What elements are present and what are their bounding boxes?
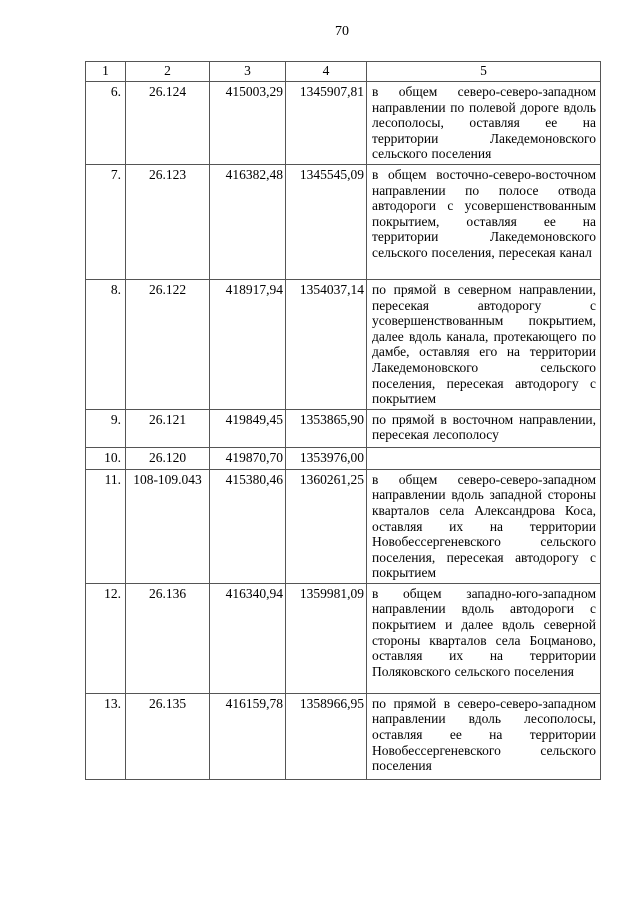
point-id: 108-109.043 [126, 469, 210, 583]
point-id: 26.135 [126, 693, 210, 779]
y-coordinate: 1353865,90 [286, 409, 367, 447]
row-number: 7. [86, 164, 126, 279]
boundary-description: по прямой в северном направлении, пересекая автодорогу с усовершенствованным покрытием, далее вдоль канала, протекающего по дамбе, оставляя его на территории Лакедемоновского сельского поселения, пересекая автодорогу с покрытием [367, 279, 601, 409]
x-coordinate: 415380,46 [210, 469, 286, 583]
table-row [86, 469, 601, 583]
y-coordinate: 1359981,09 [286, 583, 367, 693]
table-row [86, 82, 601, 165]
boundary-description [367, 447, 601, 469]
boundary-description: в общем северо-северо-западном направлении по полевой дороге вдоль лесополосы, оставляя ее на территории Лакедемоновского сельского поселения [367, 82, 601, 165]
y-coordinate: 1360261,25 [286, 469, 367, 583]
x-coordinate: 416159,78 [210, 693, 286, 779]
row-number: 9. [86, 409, 126, 447]
table-row [86, 447, 601, 469]
boundary-description: в общем восточно-северо-восточном направлении по полосе отвода автодороги с усовершенствованным покрытием, оставляя ее на территории Лакедемоновского сельского поселения, пересекая канал [367, 164, 601, 279]
point-id: 26.122 [126, 279, 210, 409]
x-coordinate: 418917,94 [210, 279, 286, 409]
table-row [86, 279, 601, 409]
row-number: 8. [86, 279, 126, 409]
table-row [86, 164, 601, 279]
point-id: 26.124 [126, 82, 210, 165]
x-coordinate: 419870,70 [210, 447, 286, 469]
point-id: 26.121 [126, 409, 210, 447]
y-coordinate: 1353976,00 [286, 447, 367, 469]
header-col-5: 5 [367, 62, 601, 82]
header-row [86, 62, 601, 82]
header-col-4: 4 [286, 62, 367, 82]
table-row [86, 693, 601, 779]
page-number: 70 [335, 24, 349, 39]
boundary-description: в общем западно-юго-западном направлении вдоль автодороги с покрытием и далее вдоль северной стороны кварталов села Боцманово, оставляя их на территории Поляковского сельского поселения [367, 583, 601, 693]
row-number: 6. [86, 82, 126, 165]
row-number: 13. [86, 693, 126, 779]
row-number: 12. [86, 583, 126, 693]
x-coordinate: 416340,94 [210, 583, 286, 693]
header-col-2: 2 [126, 62, 210, 82]
y-coordinate: 1345545,09 [286, 164, 367, 279]
row-number: 11. [86, 469, 126, 583]
point-id: 26.120 [126, 447, 210, 469]
x-coordinate: 415003,29 [210, 82, 286, 165]
header-col-3: 3 [210, 62, 286, 82]
y-coordinate: 1345907,81 [286, 82, 367, 165]
row-number: 10. [86, 447, 126, 469]
boundary-description: в общем северо-северо-западном направлении вдоль западной стороны кварталов села Александрова Коса, оставляя их на территории Новобессергеневского сельского поселения, пересекая автодорогу с покрытием [367, 469, 601, 583]
table-row [86, 583, 601, 693]
boundary-table [85, 61, 601, 780]
y-coordinate: 1354037,14 [286, 279, 367, 409]
table-row [86, 409, 601, 447]
x-coordinate: 419849,45 [210, 409, 286, 447]
point-id: 26.136 [126, 583, 210, 693]
header-col-1: 1 [86, 62, 126, 82]
y-coordinate: 1358966,95 [286, 693, 367, 779]
x-coordinate: 416382,48 [210, 164, 286, 279]
point-id: 26.123 [126, 164, 210, 279]
boundary-description: по прямой в северо-северо-западном направлении вдоль лесополосы, оставляя ее на территории Новобессергеневского сельского поселения [367, 693, 601, 779]
boundary-description: по прямой в восточном направлении, пересекая лесополосу [367, 409, 601, 447]
